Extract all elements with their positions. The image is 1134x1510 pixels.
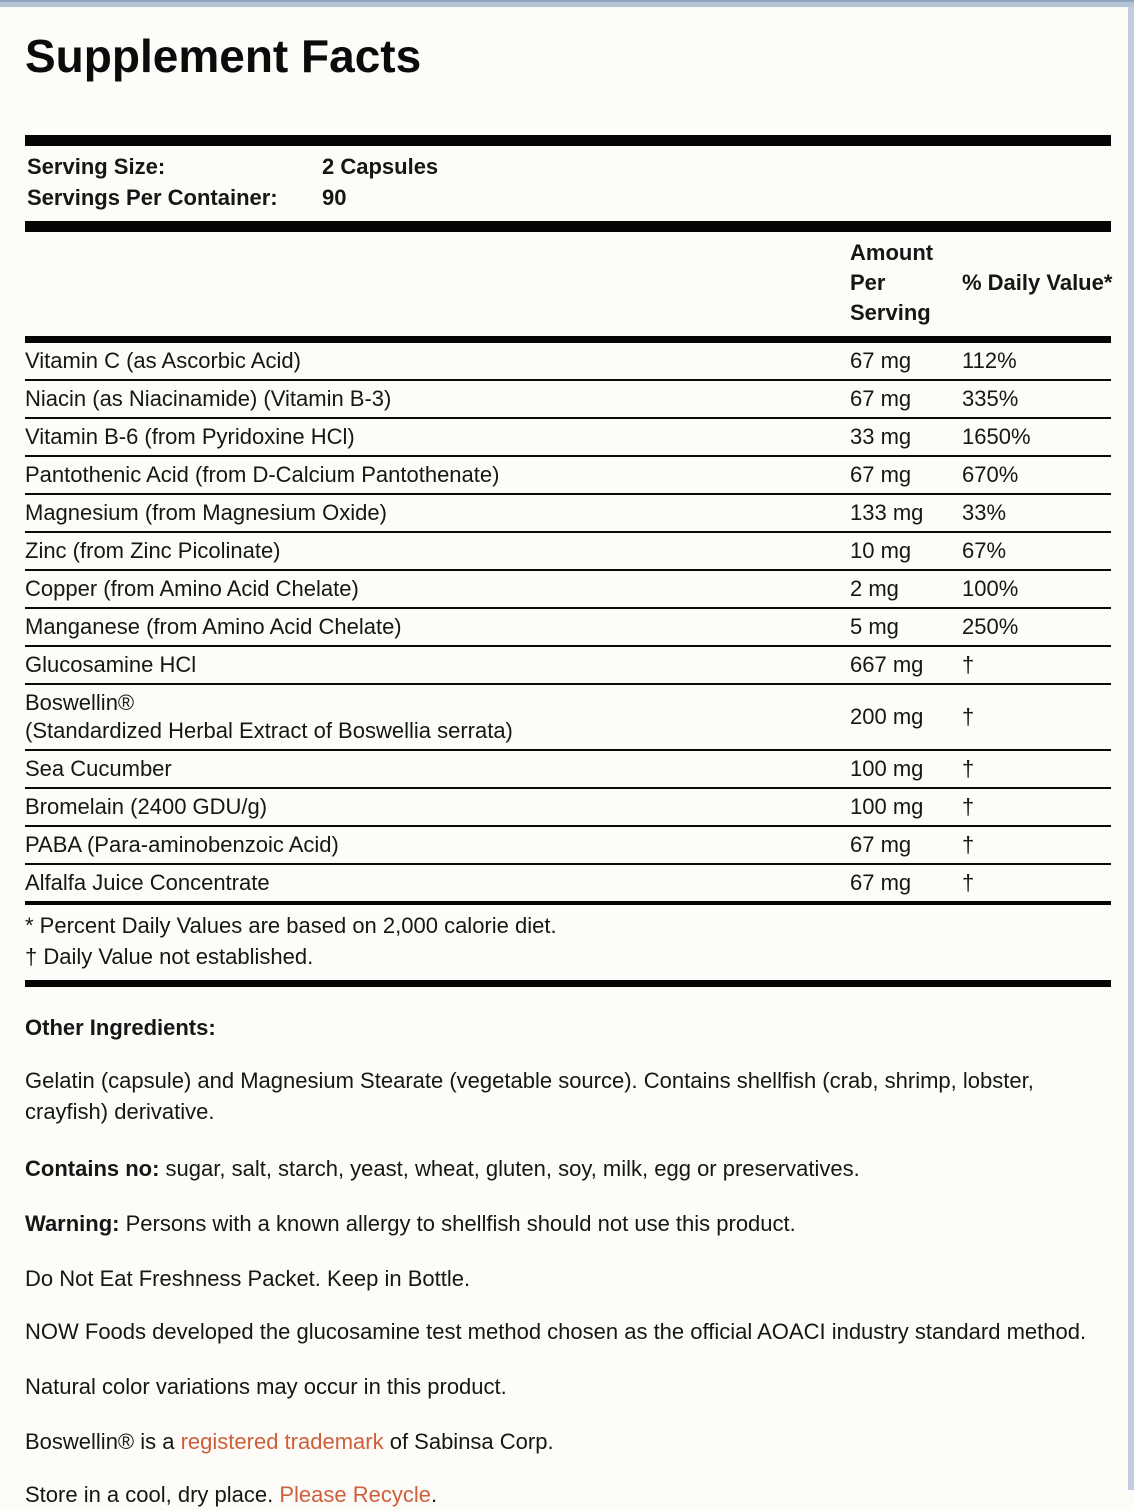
nutrient-amount: 2 mg (850, 576, 899, 601)
nutrient-name: Sea Cucumber (25, 756, 172, 781)
nutrient-daily-value: 100% (962, 576, 1019, 601)
warning-text: Persons with a known allergy to shellfish should not use this product. (119, 1211, 796, 1236)
table-header-row (25, 232, 1111, 336)
serving-size-value: 2 Capsules (322, 154, 439, 179)
nutrient-daily-value: † (962, 704, 975, 729)
warning-label: Warning: (25, 1211, 120, 1236)
table-row (25, 825, 1111, 863)
other-ingredients-heading: Other Ingredients: (25, 1015, 216, 1040)
daily-value-not-established-footnote: † Daily Value not established. (25, 944, 314, 969)
contains-no-paragraph (25, 1153, 1091, 1184)
table-row (25, 607, 1111, 645)
nutrient-name: Niacin (as Niacinamide) (Vitamin B-3) (25, 386, 392, 411)
nutrient-amount: 5 mg (850, 614, 899, 639)
table-row (25, 683, 1111, 749)
table-row (25, 569, 1111, 607)
storage-suffix: . (431, 1482, 438, 1507)
serving-info (25, 146, 1111, 221)
nutrient-amount: 667 mg (850, 652, 924, 677)
nutrient-daily-value: † (962, 756, 975, 781)
page-title: Supplement Facts (25, 30, 422, 82)
divider-bar-medium (25, 980, 1111, 987)
storage-paragraph (25, 1479, 1091, 1510)
table-row (25, 531, 1111, 569)
nutrient-amount: 200 mg (850, 704, 924, 729)
divider-bar-thick (25, 221, 1111, 232)
other-ingredients-body: Gelatin (capsule) and Magnesium Stearate (vegetable source). Contains shellfish (crab, shrimp, lobster, crayfish) derivative. (25, 1068, 1034, 1124)
table-row (25, 749, 1111, 787)
warning-paragraph (25, 1208, 1091, 1239)
nutrient-name: Copper (from Amino Acid Chelate) (25, 576, 359, 601)
freshness-packet-paragraph: Do Not Eat Freshness Packet. Keep in Bottle. (25, 1266, 471, 1291)
nutrient-amount: 67 mg (850, 386, 912, 411)
nutrient-name: Glucosamine HCl (25, 652, 197, 677)
nutrient-name: Alfalfa Juice Concentrate (25, 870, 270, 895)
nutrient-daily-value: † (962, 794, 975, 819)
nutrient-amount: 10 mg (850, 538, 912, 563)
table-row (25, 379, 1111, 417)
divider-bar-medium (25, 336, 1111, 343)
servings-per-container-value: 90 (322, 185, 347, 210)
nutrient-name: Magnesium (from Magnesium Oxide) (25, 500, 387, 525)
window-right-border (1128, 7, 1134, 1490)
nutrient-name: Pantothenic Acid (from D-Calcium Pantothenate) (25, 462, 500, 487)
nutrient-amount: 67 mg (850, 462, 912, 487)
serving-size-row (27, 151, 1109, 182)
nutrient-daily-value: 33% (962, 500, 1007, 525)
table-row (25, 493, 1111, 531)
nutrient-daily-value: 1650% (962, 424, 1031, 449)
nutrient-daily-value: † (962, 652, 975, 677)
storage-prefix: Store in a cool, dry place. (25, 1482, 280, 1507)
color-variation-paragraph: Natural color variations may occur in this product. (25, 1374, 507, 1399)
trademark-suffix: of Sabinsa Corp. (383, 1429, 554, 1454)
table-row (25, 455, 1111, 493)
nutrient-name: Vitamin C (as Ascorbic Acid) (25, 348, 301, 373)
nutrient-daily-value: 67% (962, 538, 1007, 563)
contains-no-text: sugar, salt, starch, yeast, wheat, gluten, soy, milk, egg or preservatives. (159, 1156, 860, 1181)
nutrient-table (25, 343, 1111, 901)
table-row (25, 645, 1111, 683)
aoac-method-paragraph: NOW Foods developed the glucosamine test method chosen as the official AOACI industry standard method. (25, 1319, 1087, 1344)
window-top-border (0, 0, 1134, 7)
nutrient-name: Vitamin B-6 (from Pyridoxine HCl) (25, 424, 355, 449)
serving-size-label: Serving Size: (27, 154, 166, 179)
nutrient-amount: 67 mg (850, 832, 912, 857)
table-footnotes (25, 905, 1111, 980)
table-row (25, 343, 1111, 379)
nutrient-name: Bromelain (2400 GDU/g) (25, 794, 268, 819)
nutrient-daily-value: 112% (962, 348, 1017, 373)
please-recycle-link[interactable]: Please Recycle (279, 1482, 431, 1507)
nutrient-daily-value: 670% (962, 462, 1019, 487)
nutrient-daily-value: † (962, 832, 975, 857)
nutrient-daily-value: † (962, 870, 975, 895)
nutrient-name: Boswellin® (25, 690, 135, 715)
table-row (25, 863, 1111, 901)
nutrient-name: Zinc (from Zinc Picolinate) (25, 538, 281, 563)
label-text-sections (25, 1015, 1111, 1510)
trademark-prefix: Boswellin® is a (25, 1429, 181, 1454)
nutrient-name: PABA (Para-aminobenzoic Acid) (25, 832, 339, 857)
nutrient-amount: 133 mg (850, 500, 924, 525)
table-header-spacer (25, 238, 850, 328)
nutrient-amount: 33 mg (850, 424, 912, 449)
trademark-paragraph (25, 1426, 1091, 1457)
percent-daily-value-footnote: * Percent Daily Values are based on 2,000 calorie diet. (25, 913, 557, 938)
nutrient-daily-value: 335% (962, 386, 1019, 411)
amount-per-serving-header: Amount Per Serving (850, 240, 934, 325)
nutrient-amount: 100 mg (850, 794, 924, 819)
contains-no-label: Contains no: (25, 1156, 160, 1181)
nutrient-name-detail: (Standardized Herbal Extract of Boswellia serrata) (25, 718, 513, 743)
nutrient-name: Manganese (from Amino Acid Chelate) (25, 614, 402, 639)
daily-value-header: % Daily Value* (962, 270, 1113, 295)
servings-per-container-label: Servings Per Container: (27, 185, 278, 210)
table-row (25, 787, 1111, 825)
table-row (25, 417, 1111, 455)
nutrient-amount: 67 mg (850, 870, 912, 895)
divider-bar-thick (25, 135, 1111, 146)
nutrient-amount: 67 mg (850, 348, 912, 373)
nutrient-amount: 100 mg (850, 756, 924, 781)
nutrient-daily-value: 250% (962, 614, 1019, 639)
servings-per-container-row (27, 182, 1109, 213)
supplement-facts-label (25, 7, 1111, 1510)
registered-trademark-link[interactable]: registered trademark (180, 1429, 384, 1454)
